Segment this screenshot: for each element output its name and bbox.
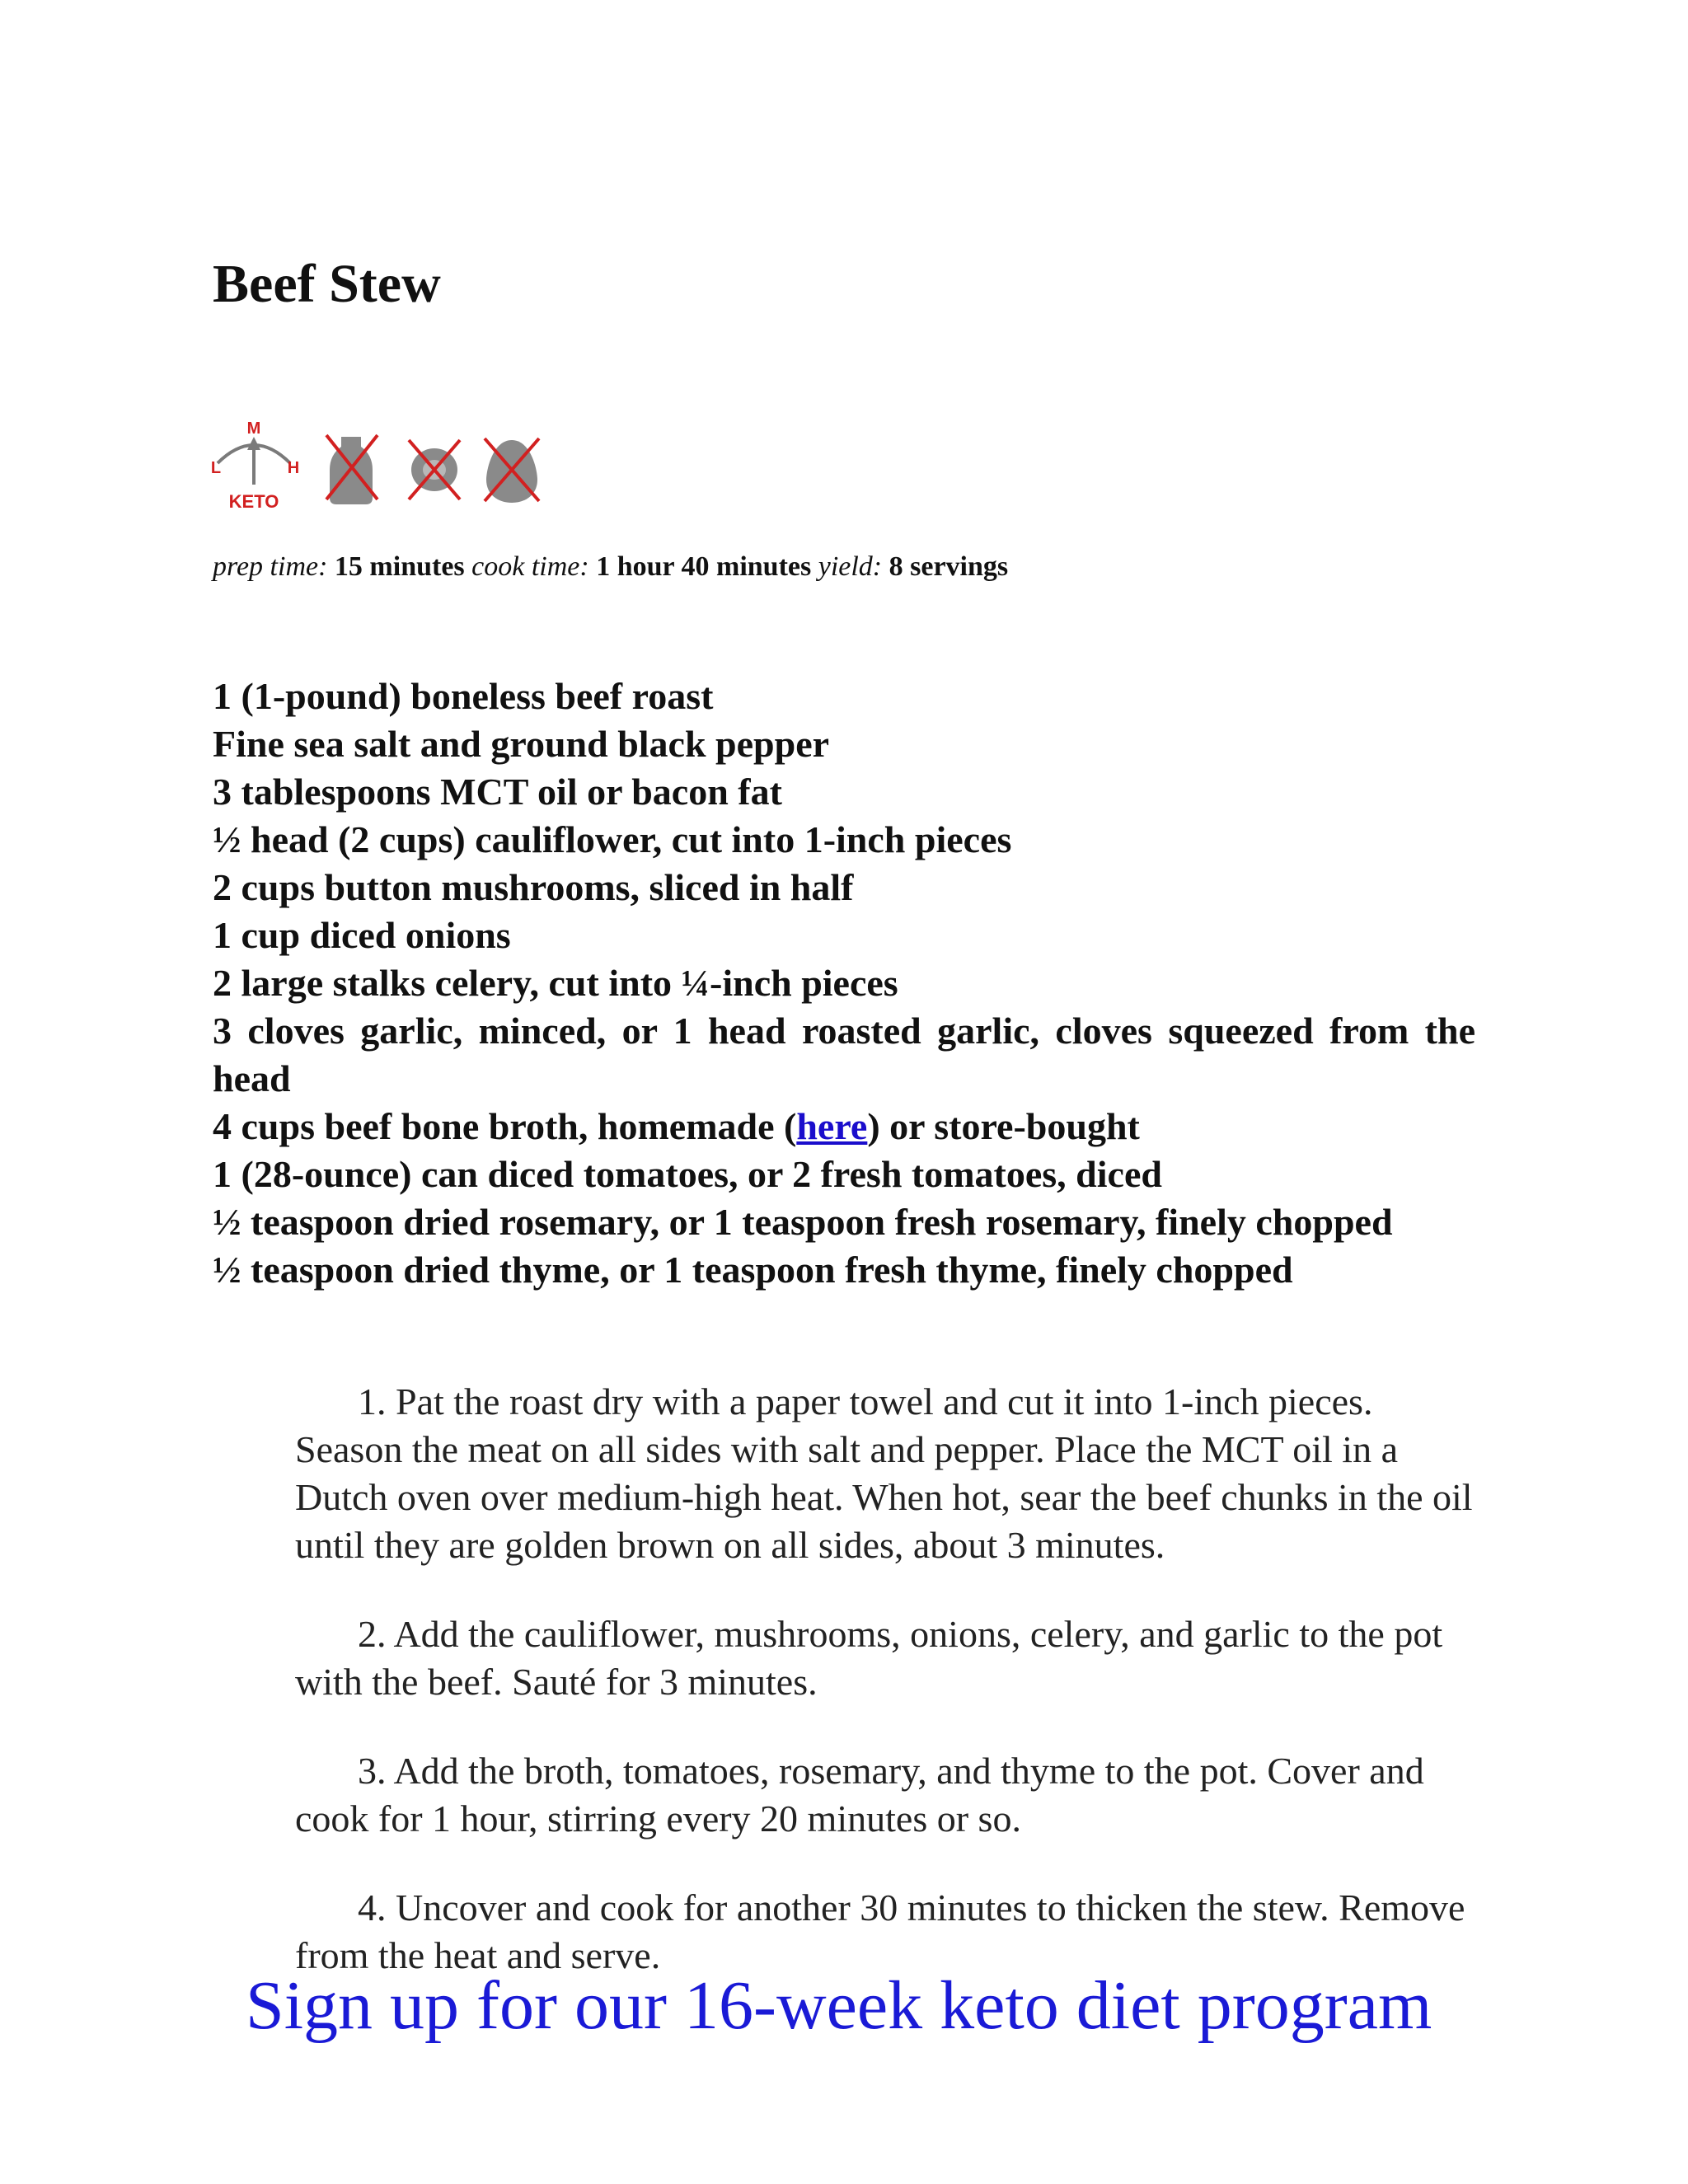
ingredient-text: 4 cups beef bone broth, homemade (	[213, 1105, 797, 1147]
ingredient-item: 1 (28-ounce) can diced tomatoes, or 2 fresh tomatoes, diced	[213, 1153, 1162, 1195]
instruction-step: 4. Uncover and cook for another 30 minutes to thicken the stew. Remove from the heat and serve.	[295, 1886, 1465, 1976]
ingredient-item: ½ head (2 cups) cauliflower, cut into 1-inch pieces	[213, 818, 1012, 860]
ingredient-item: 1 (1-pound) boneless beef roast	[213, 675, 714, 717]
ingredient-item: 1 cup diced onions	[213, 914, 511, 956]
ingredient-item: Fine sea salt and ground black pepper	[213, 723, 830, 765]
ingredient-list	[213, 673, 1475, 1294]
gauge-letter-high: H	[287, 459, 300, 477]
no-dairy-icon	[326, 435, 377, 504]
instruction-step: 3. Add the broth, tomatoes, rosemary, and thyme to the pot. Cover and cook for 1 hour, stirring every 20 minutes or so.	[295, 1750, 1424, 1840]
ingredient-item: 2 large stalks celery, cut into ¼-inch pieces	[213, 962, 898, 1004]
instruction-step: 1. Pat the roast dry with a paper towel and cut it into 1-inch pieces. Season the meat on all sides with salt and pepper. Place the MCT oil in a Dutch oven over medium-high heat. When hot, sear the beef chunks in the oil until they are golden brown on all sides, about 3 minutes.	[295, 1380, 1473, 1566]
gauge-keto-label: KETO	[228, 491, 279, 512]
cook-time-value: 1 hour 40 minutes	[596, 551, 812, 582]
ingredient-item	[213, 1103, 1475, 1151]
ingredient-item: 3 tablespoons MCT oil or bacon fat	[213, 771, 782, 813]
yield-value: 8 servings	[889, 551, 1009, 582]
ingredient-item: ½ teaspoon dried thyme, or 1 teaspoon fresh thyme, finely chopped	[213, 1249, 1293, 1291]
recipe-meta	[213, 551, 1008, 584]
broth-recipe-link[interactable]: here	[796, 1105, 868, 1147]
cook-time-label: cook time:	[471, 551, 589, 582]
keto-level-gauge-icon	[211, 420, 299, 512]
prep-time-label: prep time:	[213, 551, 328, 582]
ingredient-item: 2 cups button mushrooms, sliced in half	[213, 866, 854, 908]
ingredient-item: 3 cloves garlic, minced, or 1 head roasted garlic, cloves squeezed from the head	[213, 1010, 1475, 1099]
ingredient-item: ½ teaspoon dried rosemary, or 1 teaspoon fresh rosemary, finely chopped	[213, 1201, 1393, 1243]
prep-time-value: 15 minutes	[334, 551, 465, 582]
signup-link[interactable]: Sign up for our 16-week keto diet program	[246, 1967, 1432, 2044]
ingredient-text: ) or store-bought	[867, 1105, 1140, 1147]
no-nuts-icon	[409, 440, 460, 499]
instruction-steps	[295, 1378, 1475, 2021]
yield-label: yield:	[818, 551, 883, 582]
no-eggs-icon	[485, 438, 539, 503]
gauge-letter-low: L	[210, 459, 222, 477]
instruction-step: 2. Add the cauliflower, mushrooms, onions, celery, and garlic to the pot with the beef. Sauté for 3 minutes.	[295, 1613, 1443, 1703]
recipe-title: Beef Stew	[213, 254, 441, 314]
diet-badges	[206, 420, 552, 519]
gauge-letter-medium: M	[246, 420, 261, 438]
